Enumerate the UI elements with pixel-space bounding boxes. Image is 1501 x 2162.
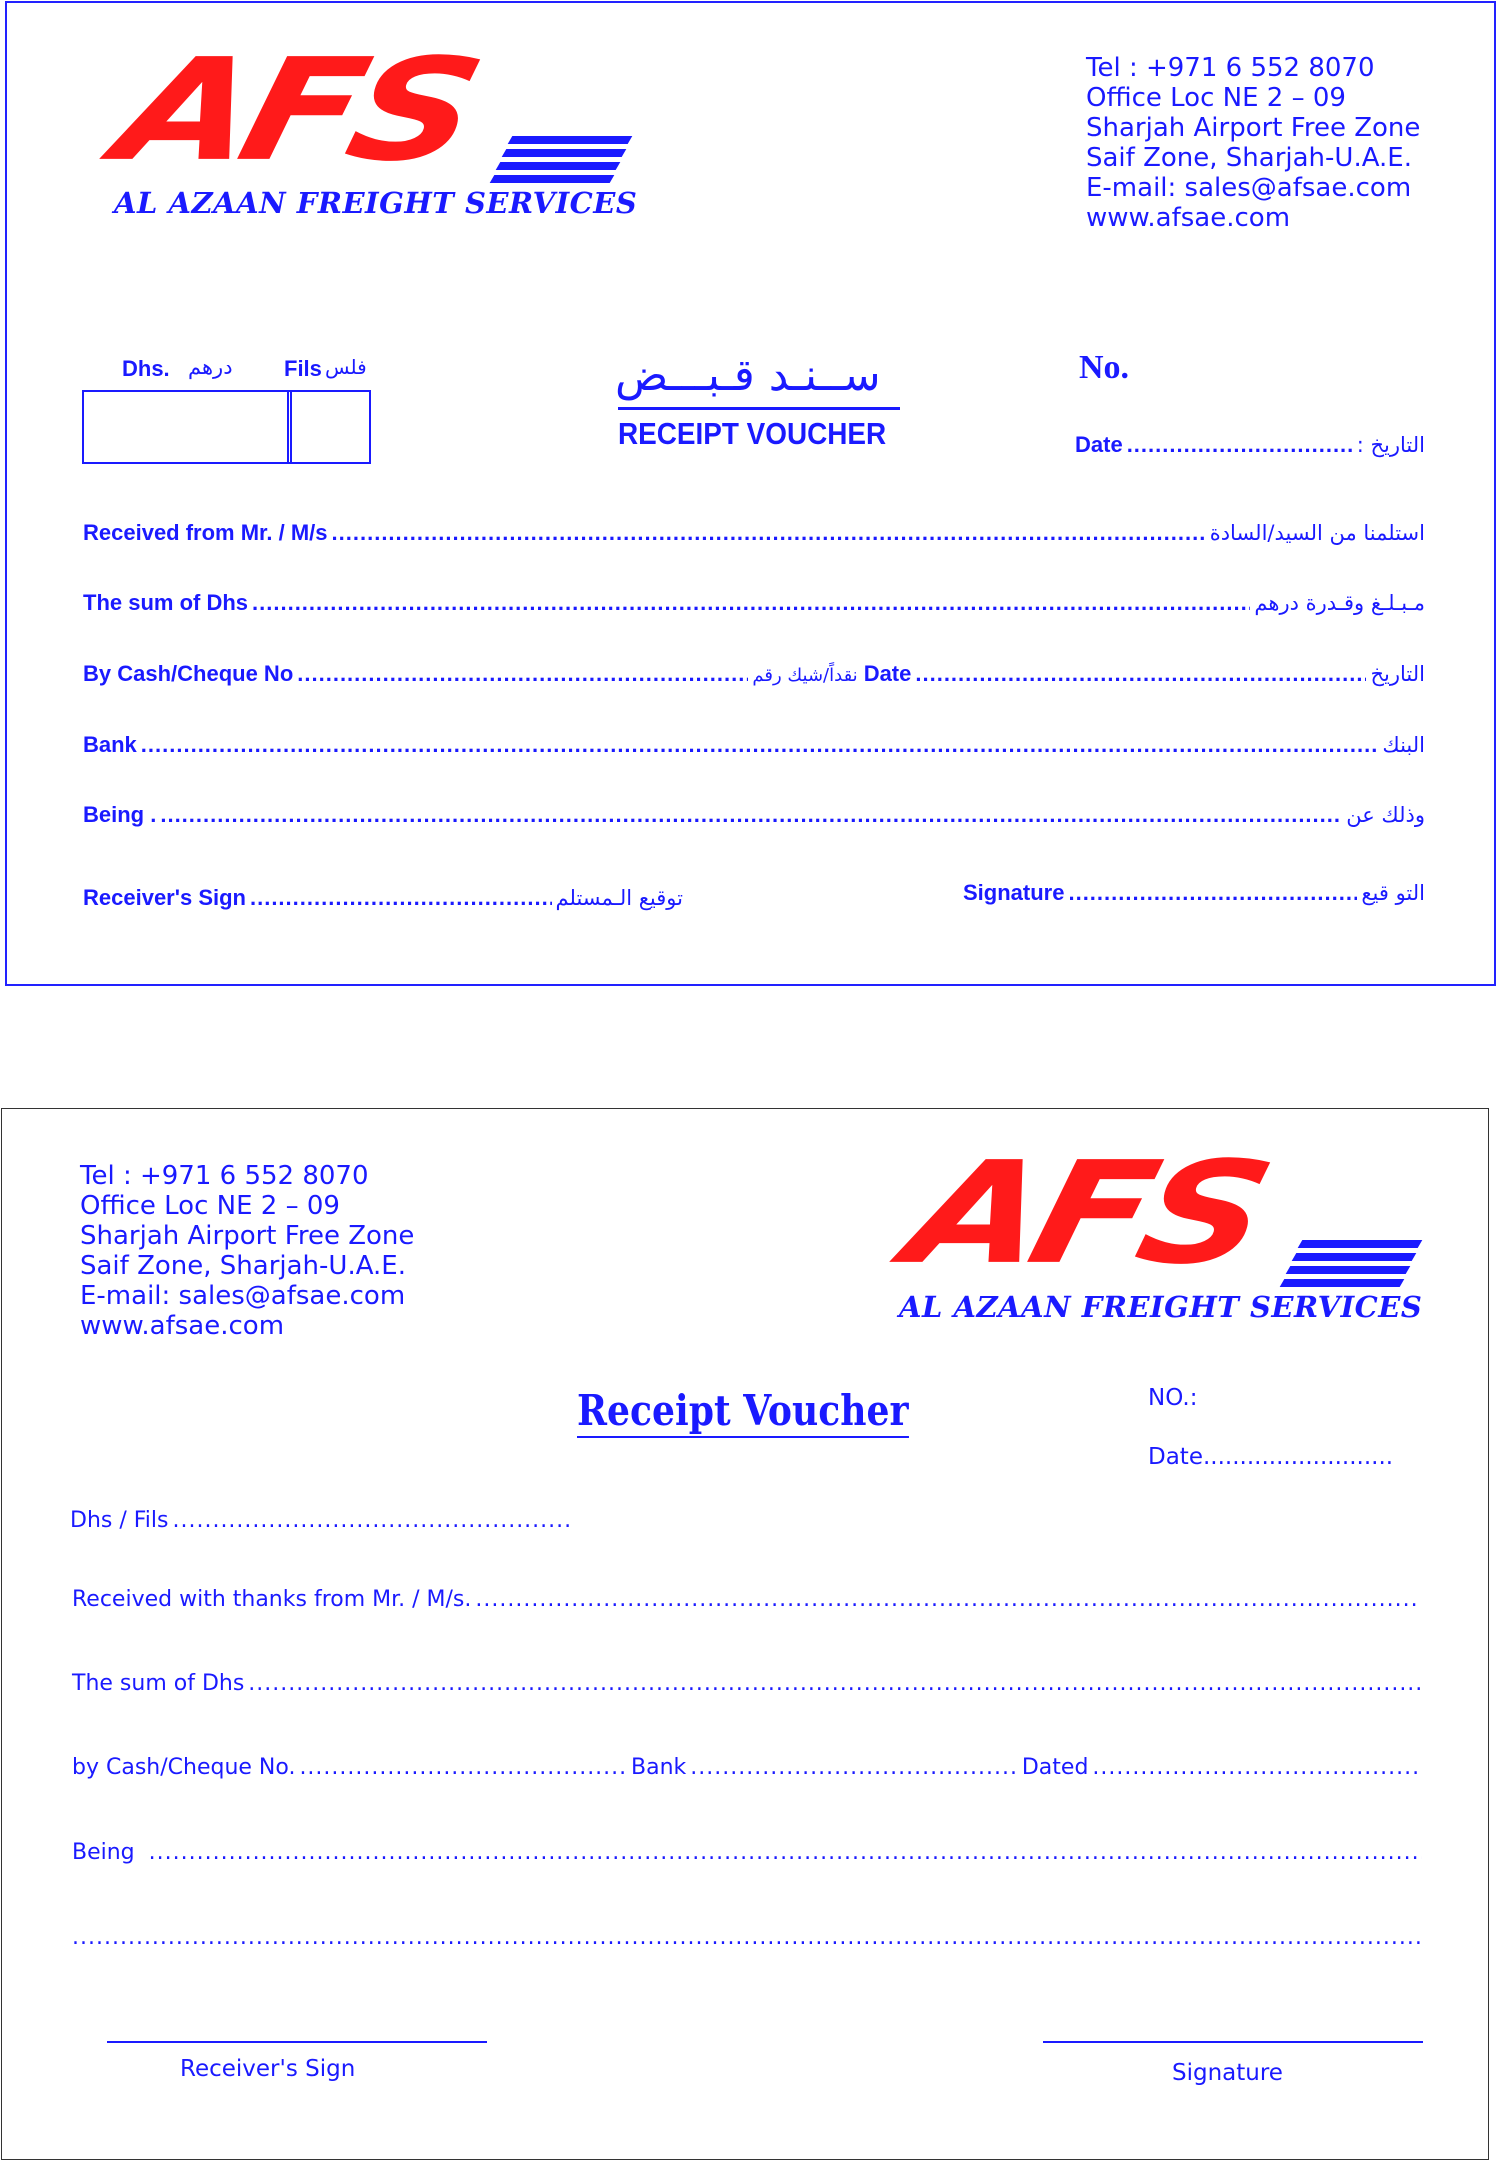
- date-label: Date: [1075, 432, 1123, 457]
- voucher-no-label-2: NO.:: [1148, 1385, 1198, 1411]
- being-dots: [160, 802, 1342, 828]
- being-dots-2: [149, 1840, 1422, 1865]
- bank-label-ar: البنك: [1382, 733, 1425, 757]
- contact-office: Office Loc NE 2 – 09: [80, 1191, 340, 1221]
- cheque-date-label-ar: التاريخ: [1370, 662, 1425, 686]
- contact-city: Saif Zone, Sharjah-U.A.E.: [80, 1251, 407, 1281]
- signature-line[interactable]: [1043, 2041, 1423, 2043]
- received-from-field[interactable]: [83, 520, 1425, 546]
- afs-logo-mark-2: AFS: [891, 1130, 1278, 1296]
- receiver-sign-dots: [250, 885, 552, 911]
- dhs-fils-dots: [172, 1508, 571, 1533]
- cheque-date-label: Date: [863, 661, 912, 686]
- contact-web: www.afsae.com: [80, 1311, 285, 1341]
- received-dots-2: [475, 1587, 1420, 1612]
- cheque-label: By Cash/Cheque No: [83, 661, 294, 686]
- contact-email: E-mail: sales@afsae.com: [1086, 173, 1412, 203]
- afs-logo-mark: AFS: [101, 27, 488, 193]
- cheque-field-2[interactable]: [72, 1755, 1424, 1780]
- receiver-sign-field[interactable]: [83, 885, 683, 911]
- date-dots: [1127, 432, 1353, 458]
- contact-zone: Sharjah Airport Free Zone: [80, 1221, 415, 1251]
- dated-label-2: Dated: [1021, 1755, 1089, 1780]
- cheque-dots: [297, 661, 748, 687]
- bank-dots-2: [690, 1755, 1018, 1780]
- dated-dots-2: [1092, 1755, 1420, 1780]
- sum-dots-2: [248, 1671, 1420, 1696]
- signature-field[interactable]: [963, 880, 1425, 906]
- received-from-label: Received from Mr. / M/s: [83, 520, 328, 545]
- dhs-amount-box[interactable]: [82, 390, 292, 464]
- sum-label: The sum of Dhs: [83, 590, 249, 615]
- sum-dots: [252, 590, 1250, 616]
- title-divider: [618, 407, 900, 410]
- received-from-dots: [332, 520, 1206, 546]
- bank-label-2: Bank: [631, 1755, 687, 1780]
- being-label-2: Being: [72, 1840, 135, 1865]
- being-field[interactable]: [83, 802, 1425, 828]
- contact-block: [1086, 53, 1420, 233]
- title-2: Receipt Voucher: [577, 1386, 909, 1438]
- contact-office: Office Loc NE 2 – 09: [1086, 83, 1346, 113]
- voucher-no-label: No.: [1079, 349, 1130, 386]
- dhs-label-ar: درهم: [188, 355, 233, 379]
- contact-web: www.afsae.com: [1086, 203, 1291, 233]
- date-label-ar: التاريخ :: [1356, 433, 1425, 457]
- receiver-sign-label-2: Receiver's Sign: [180, 2056, 356, 2082]
- signature-label-2: Signature: [1172, 2060, 1283, 2086]
- cheque-date-dots: [915, 661, 1366, 687]
- receiver-sign-label-ar: توقيع الـمستلم: [555, 886, 683, 910]
- being-label-ar: وذلك عن: [1346, 803, 1425, 827]
- dhs-fils-field[interactable]: [70, 1508, 575, 1533]
- cheque-dots-2: [299, 1755, 627, 1780]
- bank-dots: [141, 732, 1379, 758]
- fils-label-ar: فلس: [325, 355, 367, 379]
- signature-label: Signature: [963, 880, 1065, 905]
- being-field-2[interactable]: [72, 1840, 1426, 1865]
- sum-field-2[interactable]: [72, 1671, 1424, 1696]
- date-field-2[interactable]: Date..........................: [1148, 1444, 1394, 1470]
- contact-tel: Tel : +971 6 552 8070: [1086, 53, 1375, 83]
- title-arabic: ســنـد قـبـــض: [615, 350, 881, 401]
- fils-label: Fils: [284, 356, 322, 381]
- being-label: Being .: [83, 802, 157, 827]
- contact-block-2: [80, 1161, 414, 1341]
- bank-field[interactable]: [83, 732, 1425, 758]
- fils-amount-box[interactable]: [287, 390, 371, 464]
- company-name: AL AZAAN FREIGHT SERVICES: [114, 186, 638, 220]
- contact-tel: Tel : +971 6 552 8070: [80, 1161, 369, 1191]
- dhs-label: Dhs.: [122, 356, 170, 381]
- receiver-sign-label: Receiver's Sign: [83, 885, 246, 910]
- bank-label: Bank: [83, 732, 137, 757]
- title-english: RECEIPT VOUCHER: [618, 416, 887, 451]
- dhs-fils-label: Dhs / Fils: [70, 1508, 169, 1533]
- cheque-label-ar: نقداً/شيك رقم: [752, 665, 858, 686]
- cheque-label-2: by Cash/Cheque No.: [72, 1755, 296, 1780]
- sum-label-2: The sum of Dhs: [72, 1671, 245, 1696]
- received-from-label-ar: استلمنا من السيد/السادة: [1209, 521, 1425, 545]
- date-field[interactable]: [1075, 432, 1425, 458]
- continuation-dots: [72, 1925, 1424, 1950]
- company-name-2: AL AZAAN FREIGHT SERVICES: [899, 1290, 1423, 1324]
- contact-city: Saif Zone, Sharjah-U.A.E.: [1086, 143, 1413, 173]
- received-label-2: Received with thanks from Mr. / M/s.: [72, 1587, 472, 1612]
- cheque-field[interactable]: [83, 661, 1425, 687]
- contact-zone: Sharjah Airport Free Zone: [1086, 113, 1421, 143]
- receiver-sign-line[interactable]: [107, 2041, 487, 2043]
- signature-label-ar: التو قيع: [1361, 881, 1425, 905]
- sum-field[interactable]: [83, 590, 1425, 616]
- contact-email: E-mail: sales@afsae.com: [80, 1281, 406, 1311]
- signature-dots: [1068, 880, 1357, 906]
- received-field-2[interactable]: [72, 1587, 1424, 1612]
- sum-label-ar: مـبـلـغ وقـدرة درهم: [1254, 591, 1425, 615]
- being-continuation-line[interactable]: [72, 1925, 1424, 1950]
